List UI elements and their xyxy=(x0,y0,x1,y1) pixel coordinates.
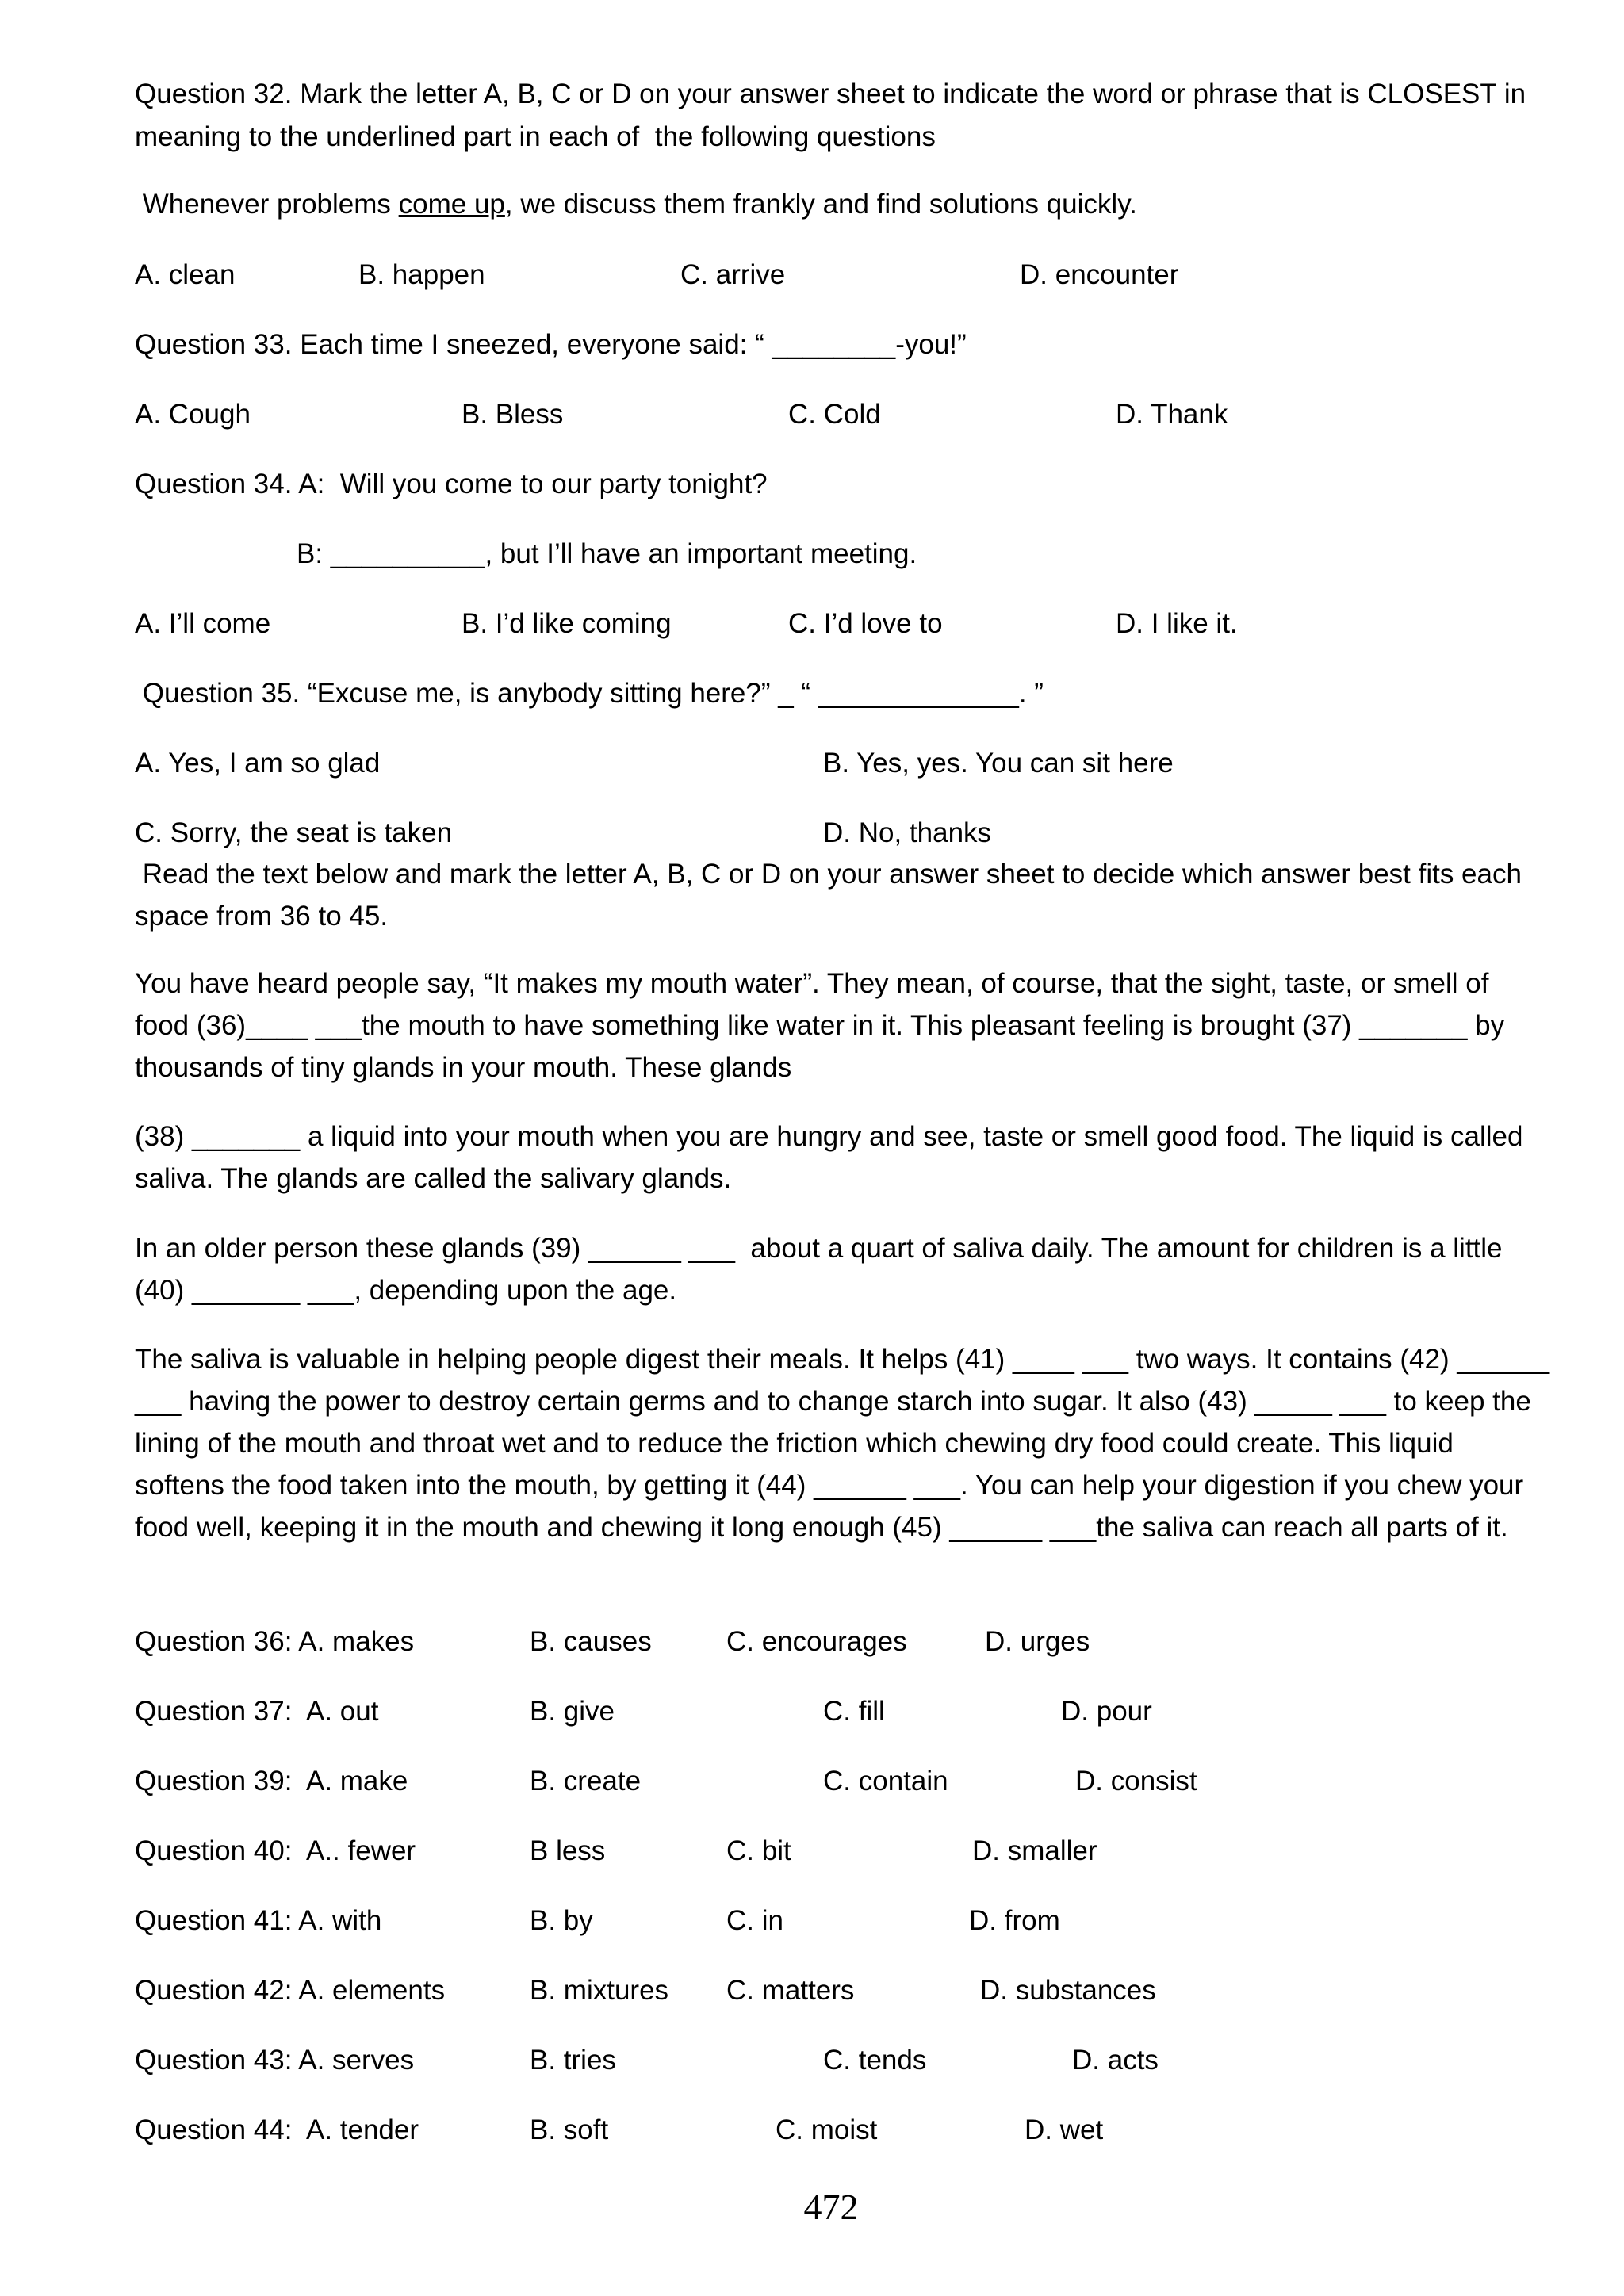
page-number: 472 xyxy=(803,2187,859,2227)
q34-option-c: C. I’d love to xyxy=(788,608,943,639)
q44-option-d: D. wet xyxy=(1025,2114,1104,2145)
q33-option-a: A. Cough xyxy=(135,399,251,430)
q35-option-d: D. No, thanks xyxy=(823,817,992,848)
q34-option-d: D. I like it. xyxy=(1116,608,1238,639)
q32-option-b: B. happen xyxy=(358,259,485,290)
q33-option-b: B. Bless xyxy=(462,399,564,430)
q40-option-b: B less xyxy=(530,1835,606,1866)
q39-option-b: B. create xyxy=(530,1766,642,1797)
q37-option-c: C. fill xyxy=(823,1696,885,1727)
q41-option-a: Question 41: A. with xyxy=(135,1905,382,1936)
q32-instruction-line-1: Question 32. Mark the letter A, B, C or D on your answer sheet to indicate the word or phrase that is CLOSEST in xyxy=(135,78,1526,109)
q36-option-b: B. causes xyxy=(530,1626,652,1657)
q42-option-b: B. mixtures xyxy=(530,1975,669,2006)
q36-option-a: Question 36: A. makes xyxy=(135,1626,415,1657)
q35-option-a: A. Yes, I am so glad xyxy=(135,748,381,779)
q43-option-b: B. tries xyxy=(530,2045,616,2076)
q43-option-c: C. tends xyxy=(823,2045,927,2076)
q39-option-d: D. consist xyxy=(1075,1766,1197,1797)
q43-option-d: D. acts xyxy=(1072,2045,1159,2076)
q32-instruction-line-2: meaning to the underlined part in each of the following questions xyxy=(135,121,936,152)
q35-option-b: B. Yes, yes. You can sit here xyxy=(823,748,1174,779)
passage-p4-line-1: The saliva is valuable in helping people digest their meals. It helps (41) ____ ___ two ways. It contains (42) ______ xyxy=(135,1344,1550,1375)
q42-option-d: D. substances xyxy=(980,1975,1156,2006)
q44-option-a: Question 44: A. tender xyxy=(135,2114,419,2145)
q37-option-d: D. pour xyxy=(1061,1696,1152,1727)
passage-p1-line-3: thousands of tiny glands in your mouth. These glands xyxy=(135,1052,792,1083)
passage-p1-line-1: You have heard people say, “It makes my mouth water”. They mean, of course, that the sight, taste, or smell of xyxy=(135,968,1489,999)
q32-sentence-post: , we discuss them frankly and find solutions quickly. xyxy=(504,189,1137,220)
passage-p3-line-1: In an older person these glands (39) ______ ___ about a quart of saliva daily. The amount for children is a little xyxy=(135,1233,1503,1264)
passage-p4-line-5: food well, keeping it in the mouth and chewing it long enough (45) ______ ___the saliva can reach all parts of it. xyxy=(135,1512,1508,1543)
q32-option-a: A. clean xyxy=(135,259,236,290)
q32-option-c: C. arrive xyxy=(680,259,786,290)
q40-option-d: D. smaller xyxy=(972,1835,1097,1866)
q32-sentence-pre: Whenever problems xyxy=(135,189,399,220)
q36-option-c: C. encourages xyxy=(726,1626,907,1657)
passage-p1-line-2: food (36)____ ___the mouth to have something like water in it. This pleasant feeling is brought (37) _______ by xyxy=(135,1010,1505,1041)
q33-option-d: D. Thank xyxy=(1116,399,1228,430)
q34-option-b: B. I’d like coming xyxy=(462,608,672,639)
q41-option-c: C. in xyxy=(726,1905,783,1936)
q34-line-a: Question 34. A: Will you come to our party tonight? xyxy=(135,469,768,499)
q32-underlined-phrase: come up xyxy=(398,189,505,220)
reading-instruction-line-1: Read the text below and mark the letter A, B, C or D on your answer sheet to decide which answer best fits each xyxy=(135,859,1522,890)
q42-option-a: Question 42: A. elements xyxy=(135,1975,446,2006)
q32-option-d: D. encounter xyxy=(1020,259,1179,290)
passage-p2-line-1: (38) _______ a liquid into your mouth when you are hungry and see, taste or smell good food. The liquid is called xyxy=(135,1121,1523,1152)
passage-p4-line-2: ___ having the power to destroy certain germs and to change starch into sugar. It also (43) _____ ___ to keep the xyxy=(135,1386,1531,1417)
q39-option-a: Question 39: A. make xyxy=(135,1766,408,1797)
q42-option-c: C. matters xyxy=(726,1975,855,2006)
q43-option-a: Question 43: A. serves xyxy=(135,2045,415,2076)
q40-option-a: Question 40: A.. fewer xyxy=(135,1835,416,1866)
passage-p4-line-4: softens the food taken into the mouth, by getting it (44) ______ ___. You can help your digestion if you chew your xyxy=(135,1470,1524,1501)
passage-p4-line-3: lining of the mouth and throat wet and to reduce the friction which chewing dry food could create. This liquid xyxy=(135,1428,1454,1459)
q34-line-b: B: __________, but I’ll have an important meeting. xyxy=(297,538,917,569)
q41-option-b: B. by xyxy=(530,1905,593,1936)
q40-option-c: C. bit xyxy=(726,1835,791,1866)
q39-option-c: C. contain xyxy=(823,1766,948,1797)
reading-instruction-line-2: space from 36 to 45. xyxy=(135,901,389,932)
q37-option-a: Question 37: A. out xyxy=(135,1696,379,1727)
passage-p3-line-2: (40) _______ ___, depending upon the age. xyxy=(135,1275,677,1306)
q44-option-b: B. soft xyxy=(530,2114,609,2145)
q35-question: Question 35. “Excuse me, is anybody sitting here?” _ “ _____________. ” xyxy=(135,678,1044,709)
q36-option-d: D. urges xyxy=(985,1626,1090,1657)
q34-option-a: A. I’ll come xyxy=(135,608,271,639)
q33-question: Question 33. Each time I sneezed, everyone said: “ ________-you!” xyxy=(135,329,967,360)
passage-p2-line-2: saliva. The glands are called the salivary glands. xyxy=(135,1163,732,1194)
q32-sentence xyxy=(135,183,1137,226)
q35-option-c: C. Sorry, the seat is taken xyxy=(135,817,453,848)
q44-option-c: C. moist xyxy=(776,2114,878,2145)
q33-option-c: C. Cold xyxy=(788,399,881,430)
q41-option-d: D. from xyxy=(969,1905,1060,1936)
q37-option-b: B. give xyxy=(530,1696,615,1727)
